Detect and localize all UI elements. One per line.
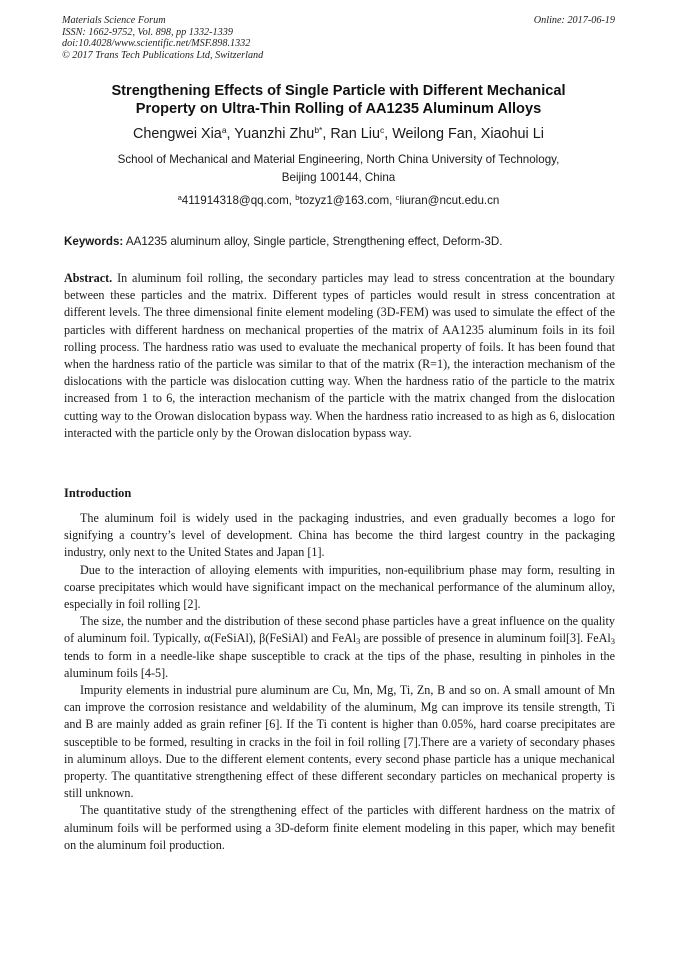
affiliation-line-1: School of Mechanical and Material Engineering, North China University of Technology, bbox=[117, 153, 560, 166]
author-separator: , bbox=[322, 126, 331, 142]
title-line-1: Strengthening Effects of Single Particle with Different Mechanical bbox=[111, 83, 566, 99]
keywords-text: AA1235 aluminum alloy, Single particle, Strengthening effect, Deform-3D. bbox=[123, 235, 503, 248]
intro-paragraph-1: The aluminum foil is widely used in the packaging industries, and even gradually becomes a logo for signifying a country’s level of development. China has become the third largest country in the packaging industry, only next to the United States and Japan [1]. bbox=[64, 511, 615, 560]
intro-paragraph-2: Due to the interaction of alloying elements with impurities, non-equilibrium phase may form, resulting in coarse precipitates which would have significant impact on the mechanical performance of the aluminum alloy, especially in foil rolling [2]. bbox=[64, 562, 615, 612]
email-mark: a bbox=[177, 193, 182, 202]
email-mark: c bbox=[395, 193, 400, 202]
intro-paragraph-3 bbox=[64, 613, 615, 682]
email-mark: b bbox=[295, 193, 300, 202]
author-affil-mark: c bbox=[379, 125, 385, 135]
email-separator: , bbox=[389, 194, 396, 207]
intro-paragraph-5: The quantitative study of the strengthening effect of the particles with different hardness on the matrix of aluminum foils will be performed using a 3D-deform finite element modeling in this paper, which may benefit on the aluminum foil production. bbox=[64, 803, 615, 852]
online-date: Online: 2017-06-19 bbox=[533, 15, 615, 26]
abstract bbox=[64, 270, 615, 442]
author-name: Xiaohui Li bbox=[480, 126, 544, 142]
author-name: Ran Liu bbox=[330, 126, 380, 142]
section-heading-introduction: Introduction bbox=[64, 486, 132, 500]
email-link[interactable]: liuran@ncut.edu.cn bbox=[399, 194, 500, 207]
author-name: Chengwei Xia bbox=[133, 126, 222, 142]
author-affil-mark: a bbox=[221, 125, 227, 135]
journal-header bbox=[62, 15, 263, 61]
keywords-label: Keywords: bbox=[64, 235, 124, 248]
subscript: 3 bbox=[610, 636, 615, 647]
email-separator: , bbox=[288, 194, 296, 207]
intro-p3-text: are possible of presence in aluminum foil[3]. FeAl bbox=[360, 631, 611, 646]
introduction-body bbox=[64, 510, 615, 854]
author-name: Weilong Fan bbox=[392, 126, 473, 142]
intro-p3-text: tends to form in a needle-like shape susceptible to crack at the tips of the phase, resulting in pinholes in the aluminum foils [4-5]. bbox=[64, 648, 615, 680]
author-emails bbox=[62, 193, 615, 209]
keywords bbox=[64, 234, 615, 250]
title-line-2: Property on Ultra-Thin Rolling of AA1235 Aluminum Alloys bbox=[135, 101, 542, 117]
author-name: Yuanzhi Zhu bbox=[234, 126, 315, 142]
journal-name: Materials Science Forum bbox=[62, 15, 166, 26]
affiliation-line-2: Beijing 100144, China bbox=[281, 171, 396, 184]
email-link[interactable]: 411914318@qq.com bbox=[181, 194, 289, 207]
abstract-text: In aluminum foil rolling, the secondary particles may lead to stress concentration at the boundary between these particles and the matrix. Different types of particles would result in stress concentration at different levels. The three dimensional finite element modeling (3D-FEM) was used to simulate the effect of the particles with different hardness on mechanical properties of the matrix of AA1235 aluminum foils in its foil rolling process. The hardness ratio was used to evaluate the mechanical property of foils. It has been found that when the hardness ratio of the particle was similar to that of the matrix (R=1), the interaction mechanism of the dislocations with the particle was dislocation cutting way. When the hardness ratio of the particle to the matrix increased from 1 to 6, the interaction mechanism of the particle with the matrix changed from the dislocation cutting way to the Orowan dislocation bypass way. When the hardness ratio increased to as high as 6, dislocation interacted with the particle only by the Orowan dislocation bypass way. bbox=[64, 271, 615, 440]
intro-p3-text: The size, the number and the distribution of these second phase particles have a great influence on the quality of aluminum foil. Typically, α(FeSiAl), β(FeSiAl) and FeAl bbox=[64, 614, 615, 646]
intro-paragraph-4: Impurity elements in industrial pure aluminum are Cu, Mn, Mg, Ti, Zn, B and so on. A small amount of Mn can improve the corrosion resistance and weldability of the aluminum, Mg can improve its tensile strength, Ti and B are mainly added as grain refiner [6]. If the Ti content is higher than 0.05%, hard coarse precipitates are susceptible to be formed, resulting in cracks in the foil in foil rolling [7].There are a variety of secondary phases in aluminum alloys. Due to the different element contents, every second phase particle has a unique mechanical property. The quantitative strengthening effect of these different secondary particles on mechanical property is still unknown. bbox=[64, 683, 615, 801]
email-link[interactable]: tozyz1@163.com bbox=[299, 194, 390, 207]
abstract-label: Abstract. bbox=[64, 271, 113, 285]
author-list bbox=[62, 125, 615, 143]
journal-doi: doi:10.4028/www.scientific.net/MSF.898.1332 bbox=[62, 38, 251, 50]
subscript: 3 bbox=[356, 636, 361, 647]
author-separator: , bbox=[384, 126, 393, 142]
affiliation bbox=[62, 151, 615, 187]
author-separator: , bbox=[226, 126, 235, 142]
journal-copyright: © 2017 Trans Tech Publications Ltd, Switzerland bbox=[62, 49, 264, 61]
author-affil-mark: b* bbox=[314, 125, 323, 135]
journal-issn: ISSN: 1662-9752, Vol. 898, pp 1332-1339 bbox=[62, 26, 233, 38]
paper-title bbox=[62, 82, 615, 118]
author-separator: , bbox=[472, 126, 481, 142]
